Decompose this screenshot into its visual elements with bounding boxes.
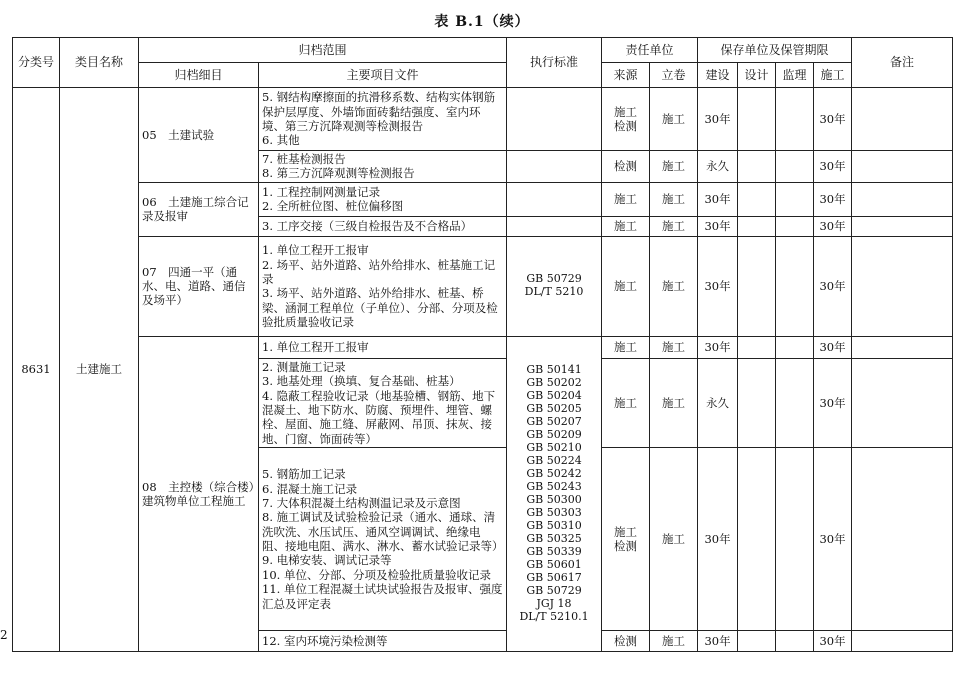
- file-item: 4. 隐蔽工程验收记录（地基验槽、钢筋、地下混凝土、地下防水、防腐、预埋件、埋管、螺栓、屋面、施工缝、屏蔽网、吊顶、抹灰、接地、门窗、饰面砖等）: [262, 388, 496, 446]
- builder-retention: 30年: [814, 236, 852, 336]
- filing-cell: 施工: [650, 631, 698, 652]
- file-item: 2. 全所桩位图、桩位偏移图: [262, 199, 404, 214]
- standard-cell: [507, 182, 602, 216]
- table-row: [13, 236, 953, 336]
- header-design: 设计: [738, 63, 776, 88]
- main-files-cell: [259, 448, 507, 631]
- source-cell: 施工: [602, 358, 650, 447]
- file-item: 5. 钢筋加工记录: [262, 467, 346, 482]
- header-remarks: 备注: [852, 38, 953, 88]
- category-name: 土建施工: [60, 88, 139, 652]
- header-filing: 立卷: [650, 63, 698, 88]
- standard-cell: [507, 151, 602, 183]
- construction-retention: 永久: [698, 151, 738, 183]
- header-main-files: 主要项目文件: [259, 63, 507, 88]
- filing-cell: 施工: [650, 236, 698, 336]
- builder-retention: 30年: [814, 448, 852, 631]
- source-cell: 检测: [602, 151, 650, 183]
- header-code: 分类号: [13, 38, 60, 88]
- standard-code: GB 50303: [526, 505, 582, 519]
- standard-code: GB 50601: [526, 557, 582, 571]
- design-retention: [738, 216, 776, 236]
- file-item: 1. 工程控制网测量记录: [262, 184, 381, 199]
- supervision-retention: [776, 216, 814, 236]
- file-item: 11. 单位工程混凝土试块试验报告及报审、强度汇总及评定表: [262, 582, 503, 611]
- builder-retention: 30年: [814, 151, 852, 183]
- source-cell: 施工 检测: [602, 88, 650, 151]
- file-item: 1. 单位工程开工报审: [262, 340, 369, 355]
- supervision-retention: [776, 182, 814, 216]
- standard-code: GB 50729: [526, 583, 582, 597]
- header-supervision: 监理: [776, 63, 814, 88]
- design-retention: [738, 631, 776, 652]
- main-files-cell: [259, 358, 507, 447]
- construction-retention: 30年: [698, 216, 738, 236]
- standard-cell: [507, 88, 602, 151]
- supervision-retention: [776, 151, 814, 183]
- supervision-retention: [776, 336, 814, 358]
- file-item: 5. 钢结构摩擦面的抗滑移系数、结构实体钢筋保护层厚度、外墙饰面砖黏结强度、室内环境、第三方沉降观测等检测报告: [262, 90, 496, 133]
- standard-code: GB 50204: [526, 389, 582, 403]
- file-item: 3. 场平、站外道路、站外给排水、桩基、桥梁、涵洞工程单位（子单位）、分部、分项及检验批质量验收记录: [262, 286, 498, 329]
- remarks-cell: [852, 448, 953, 631]
- remarks-cell: [852, 631, 953, 652]
- supervision-retention: [776, 88, 814, 151]
- standard-code: JGJ 18: [536, 596, 572, 610]
- file-item: 6. 其他: [262, 133, 300, 148]
- filing-cell: 施工: [650, 358, 698, 447]
- source-cell: 施工: [602, 216, 650, 236]
- design-retention: [738, 151, 776, 183]
- filing-cell: 施工: [650, 151, 698, 183]
- standard-code: GB 50325: [526, 531, 582, 545]
- builder-retention: 30年: [814, 336, 852, 358]
- filing-cell: 施工: [650, 182, 698, 216]
- remarks-cell: [852, 236, 953, 336]
- builder-retention: 30年: [814, 216, 852, 236]
- source-cell: 检测: [602, 631, 650, 652]
- construction-retention: 30年: [698, 448, 738, 631]
- file-item: 7. 桩基检测报告: [262, 152, 346, 166]
- table-body: [13, 88, 953, 652]
- standard-code: GB 50210: [526, 441, 582, 454]
- construction-retention: 30年: [698, 88, 738, 151]
- file-item: 2. 测量施工记录: [262, 359, 346, 374]
- remarks-cell: [852, 182, 953, 216]
- main-files-cell: [259, 631, 507, 652]
- archive-detail: 08 主控楼（综合楼）建筑物单位工程施工: [139, 336, 259, 651]
- filing-cell: 施工: [650, 448, 698, 631]
- standard-code: GB 50617: [526, 570, 582, 584]
- standard-code: GB 50209: [526, 428, 582, 442]
- design-retention: [738, 358, 776, 447]
- standard-cell: [507, 336, 602, 651]
- filing-cell: 施工: [650, 336, 698, 358]
- header-builder: 施工: [814, 63, 852, 88]
- file-item: 10. 单位、分部、分项及检验批质量验收记录: [262, 567, 491, 582]
- source-cell: 施工 检测: [602, 448, 650, 631]
- design-retention: [738, 336, 776, 358]
- page-number: 2: [0, 628, 8, 642]
- table-row: [13, 88, 953, 151]
- design-retention: [738, 182, 776, 216]
- builder-retention: 30年: [814, 631, 852, 652]
- file-item: 1. 单位工程开工报审: [262, 243, 369, 258]
- archive-table: [12, 37, 953, 652]
- file-item: 3. 地基处理（换填、复合基础、桩基）: [262, 374, 461, 389]
- file-item: 7. 大体积混凝土结构测温记录及示意图: [262, 495, 461, 510]
- archive-detail: 07 四通一平（通水、电、道路、通信及场平）: [139, 236, 259, 336]
- main-files-cell: [259, 182, 507, 216]
- standard-code: GB 50205: [526, 402, 582, 416]
- file-item: 3. 工序交接（三级自检报告及不合格品）: [262, 219, 473, 234]
- remarks-cell: [852, 88, 953, 151]
- classification-code: 8631: [13, 88, 60, 652]
- builder-retention: 30年: [814, 358, 852, 447]
- supervision-retention: [776, 358, 814, 447]
- header-detail: 归档细目: [139, 63, 259, 88]
- design-retention: [738, 448, 776, 631]
- header-category: 类目名称: [60, 38, 139, 88]
- supervision-retention: [776, 448, 814, 631]
- archive-detail: 06 土建施工综合记录及报审: [139, 182, 259, 236]
- source-cell: 施工: [602, 236, 650, 336]
- standard-code: GB 50202: [526, 376, 582, 390]
- remarks-cell: [852, 358, 953, 447]
- standard-code: GB 50141: [526, 363, 582, 377]
- file-item: 12. 室内环境污染检测等: [262, 633, 388, 648]
- standard-cell: [507, 216, 602, 236]
- construction-retention: 30年: [698, 236, 738, 336]
- remarks-cell: [852, 216, 953, 236]
- remarks-cell: [852, 151, 953, 183]
- header-construction: 建设: [698, 63, 738, 88]
- construction-retention: 30年: [698, 336, 738, 358]
- builder-retention: 30年: [814, 182, 852, 216]
- archive-detail: 05 土建试验: [139, 88, 259, 183]
- design-retention: [738, 236, 776, 336]
- standard-code: GB 50310: [526, 518, 582, 532]
- source-cell: 施工: [602, 182, 650, 216]
- filing-cell: 施工: [650, 88, 698, 151]
- construction-retention: 永久: [698, 358, 738, 447]
- standard-cell: [507, 236, 602, 336]
- construction-retention: 30年: [698, 182, 738, 216]
- main-files-cell: [259, 216, 507, 236]
- file-item: 2. 场平、站外道路、站外给排水、桩基施工记录: [262, 257, 496, 286]
- table-row: [13, 182, 953, 216]
- design-retention: [738, 88, 776, 151]
- header-source: 来源: [602, 63, 650, 88]
- header-standard: 执行标准: [507, 38, 602, 88]
- supervision-retention: [776, 631, 814, 652]
- main-files-cell: [259, 151, 507, 183]
- builder-retention: 30年: [814, 88, 852, 151]
- standard-code: DL/T 5210: [524, 285, 584, 299]
- standard-code: DL/T 5210.1: [519, 609, 589, 623]
- supervision-retention: [776, 236, 814, 336]
- main-files-cell: [259, 88, 507, 151]
- header-responsible: 责任单位: [602, 38, 698, 63]
- file-item: 9. 电梯安装、调试记录等: [262, 553, 392, 568]
- filing-cell: 施工: [650, 216, 698, 236]
- standard-code: GB 50207: [526, 415, 582, 429]
- file-item: 6. 混凝土施工记录: [262, 481, 358, 496]
- standard-code: GB 50224: [526, 453, 582, 467]
- header-retention: 保存单位及保管期限: [698, 38, 852, 63]
- standard-code: GB 50339: [526, 544, 582, 558]
- header-scope: 归档范围: [139, 38, 507, 63]
- table-row: [13, 336, 953, 358]
- standard-code: GB 50729: [526, 272, 582, 286]
- standard-code: GB 50242: [526, 466, 582, 480]
- source-cell: 施工: [602, 336, 650, 358]
- page-title: 表 B.1（续）: [434, 14, 530, 30]
- construction-retention: 30年: [698, 631, 738, 652]
- file-item: 8. 施工调试及试验检验记录（通水、通球、清洗吹洗、水压试压、通风空调调试、绝缘电阻、接地电阻、满水、淋水、蓄水试验记录等）: [262, 510, 504, 553]
- main-files-cell: [259, 236, 507, 336]
- file-item: 8. 第三方沉降观测等检测报告: [262, 166, 415, 181]
- standard-code: GB 50300: [526, 492, 582, 506]
- remarks-cell: [852, 336, 953, 358]
- main-files-cell: [259, 336, 507, 358]
- standard-code: GB 50243: [526, 479, 582, 493]
